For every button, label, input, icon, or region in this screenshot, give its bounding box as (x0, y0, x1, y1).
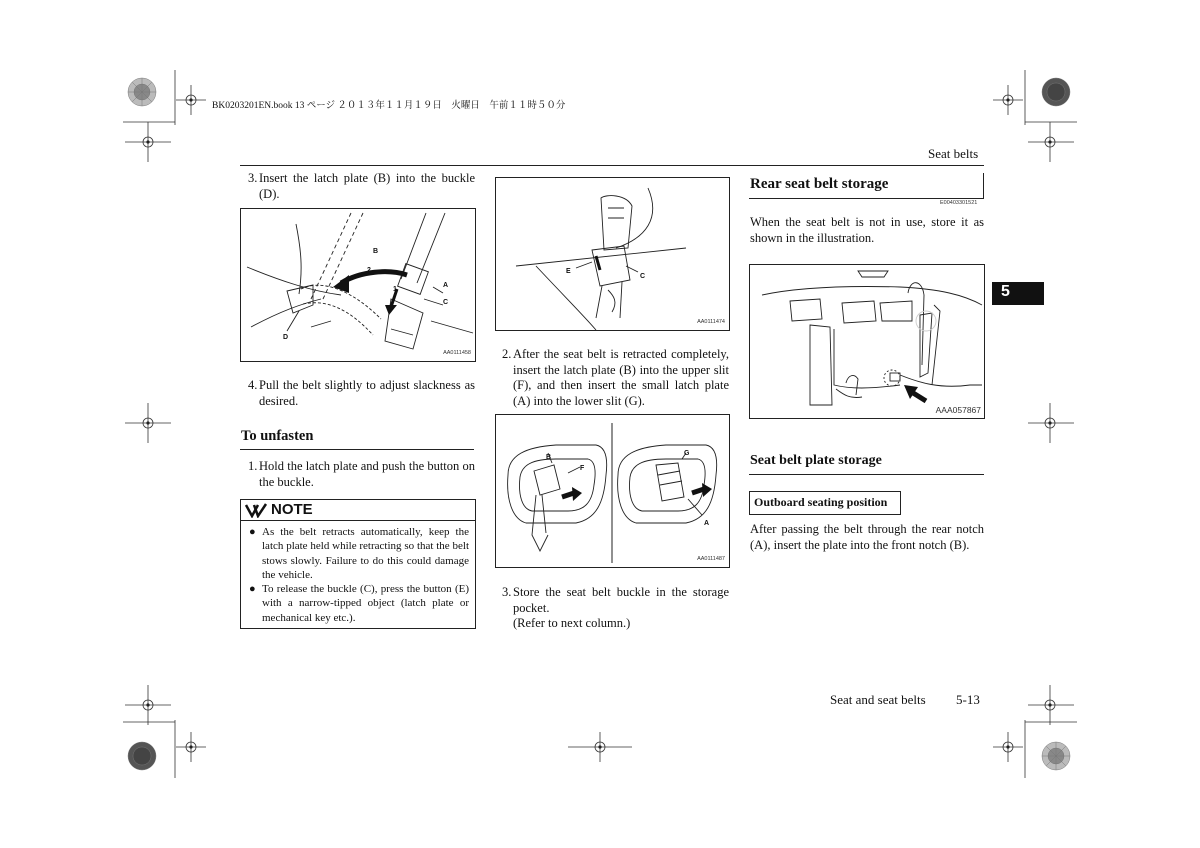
label-D: D (283, 334, 289, 341)
label-1: 1 (393, 286, 397, 293)
unfasten-step-1: 1. Hold the latch plate and push the button on the buckle. (248, 459, 475, 489)
figure-code: AAA057867 (935, 405, 981, 415)
note-box (240, 499, 476, 629)
footer-section: Seat and seat belts (830, 692, 926, 707)
chapter-tab[interactable]: 5 (992, 282, 1044, 305)
step-2-insert-slits: 2. After the seat belt is retracted completely, insert the latch plate (B) into the upper slit (F), and then insert the small latch plate (A) into the lower slit (G). (502, 347, 729, 408)
print-header: BK0203201EN.book 13 ページ ２０１３年１１月１９日 火曜日 午前１１時５０分 (212, 101, 566, 111)
figure-code: AA0111474 (697, 319, 725, 325)
figure-upper-lower-slits (495, 414, 730, 568)
label-F: F (580, 465, 585, 472)
unfasten-rule (240, 449, 474, 450)
label-E: E (566, 268, 571, 275)
label-B: B (546, 454, 552, 461)
rear-storage-text: When the seat belt is not in use, store it as shown in the illustration. (750, 215, 984, 245)
note-icon (244, 502, 268, 518)
rear-heading-box (749, 173, 984, 199)
running-head: Seat belts (928, 146, 979, 161)
figure-retract-belt (495, 177, 730, 331)
label-G: G (684, 450, 690, 457)
step-3-store: 3. Store the seat belt buckle in the storage pocket. (Refer to next column.) (502, 585, 729, 630)
figure-rear-seat-storage (749, 264, 985, 419)
note-bullet-2: ● To release the buckle (C), press the button (E) with a narrow-tipped object (latch plate or mechanical key etc.). (249, 583, 469, 624)
to-unfasten-heading: To unfasten (241, 428, 314, 444)
note-title: NOTE (271, 501, 313, 518)
label-2: 2 (367, 267, 371, 274)
label-A: A (443, 282, 449, 289)
step-3-insert: 3. Insert the latch plate (B) into the buckle (D). (248, 171, 475, 201)
page-number: 5-13 (956, 692, 980, 707)
seat-belt-plate-storage-heading: Seat belt plate storage (750, 453, 882, 468)
plate-rule (749, 474, 984, 475)
step-4-adjust: 4. Pull the belt slightly to adjust slackness as desired. (248, 378, 475, 408)
label-C: C (640, 273, 646, 280)
label-A: A (704, 520, 710, 527)
plate-storage-text: After passing the belt through the rear notch (A), insert the plate into the front notch (B). (750, 522, 984, 552)
figure-code: AA0111487 (697, 556, 725, 562)
section-code: E00403301521 (940, 200, 978, 206)
outboard-seating-label: Outboard seating position (749, 491, 901, 515)
label-C: C (443, 299, 449, 306)
rear-seat-belt-storage-heading: Rear seat belt storage (750, 176, 889, 192)
label-B: B (373, 248, 379, 255)
figure-insert-latch-plate (240, 208, 476, 362)
note-bullet-1: ● As the belt retracts automatically, keep the latch plate held while retracting so that the belt stows slowly. Failure to do this could damage the vehicle. (249, 526, 469, 581)
figure-code: AA0111458 (443, 350, 471, 356)
header-rule (240, 165, 984, 166)
